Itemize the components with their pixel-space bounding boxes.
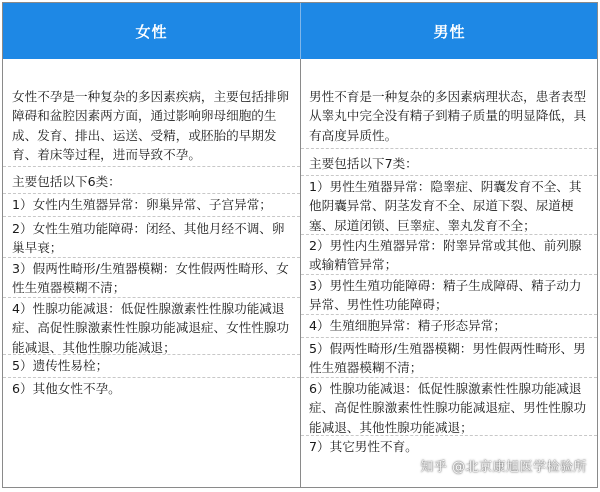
divider [301, 175, 597, 176]
divider [301, 377, 597, 378]
female-column [3, 59, 300, 487]
male-lead: 主要包括以下7类： [309, 156, 418, 171]
divider [301, 435, 597, 436]
female-lead: 主要包括以下6类： [12, 174, 121, 189]
female-intro: 女性不孕是一种复杂的多因素疾病，主要包括排卵障碍和盆腔因素两方面，通过影响卵母细胞的生成、发育、排出、运送、受精，或胚胎的早期发育、着床等过程，进而导致不孕。 [12, 89, 290, 163]
divider [3, 354, 300, 355]
female-item-3: 3）假两性畸形/生殖器模糊：女性假两性畸形、女性生殖器模糊不清； [12, 261, 289, 296]
divider [3, 216, 300, 217]
male-intro: 男性不育是一种复杂的多因素病理状态，患者表型从睾丸中完全没有精子到精子质量的明显降低，具有高度异质性。 [309, 89, 587, 143]
male-item-1: 1）男性生殖器异常：隐睾症、阴囊发育不全、其他阴囊异常、阴茎发育不全、尿道下裂、尿道梗塞、尿道闭锁、巨睾症、睾丸发育不全； [309, 179, 582, 233]
female-item-1: 1）女性内生殖器异常：卵巢异常、子宫异常； [12, 197, 272, 212]
comparison-table [2, 2, 598, 488]
header-male: 男性 [300, 3, 598, 59]
divider [3, 257, 300, 258]
male-item-2: 2）男性内生殖器异常：附睾异常或其他、前列腺或输精管异常； [309, 238, 582, 273]
male-item-5: 5）假两性畸形/生殖器模糊：男性假两性畸形、男性生殖器模糊不清； [309, 341, 586, 376]
female-item-4: 4）性腺功能减退：低促性腺激素性性腺功能减退症、高促性腺激素性性腺功能减退症、女性性腺功能减退、其他性腺功能减退； [12, 301, 290, 355]
male-column [300, 59, 597, 487]
female-item-6: 6）其他女性不孕。 [12, 381, 121, 396]
divider [301, 314, 597, 315]
divider [301, 274, 597, 275]
table-header [3, 3, 597, 59]
divider [301, 234, 597, 235]
divider [3, 297, 300, 298]
divider [3, 193, 300, 194]
divider [301, 337, 597, 338]
divider [3, 166, 300, 167]
male-item-3: 3）男性生殖功能障碍：精子生成障碍、精子动力异常、男性性功能障碍； [309, 278, 582, 313]
header-female: 女性 [135, 22, 168, 41]
divider [301, 148, 597, 149]
male-item-4: 4）生殖细胞异常：精子形态异常； [309, 318, 506, 333]
divider [3, 377, 300, 378]
male-item-6: 6）性腺功能减退：低促性腺激素性性腺功能减退症、高促性腺激素性性腺功能减退症、男性性腺功能减退、其他性腺功能减退； [309, 381, 587, 435]
watermark: 知乎 @北京康旭医学检验所 [420, 460, 587, 475]
male-item-7: 7）其它男性不育。 [309, 439, 418, 454]
female-item-2: 2）女性生殖功能障碍：闭经、其他月经不调、卵巢早衰； [12, 221, 285, 256]
female-item-5: 5）遗传性易栓； [12, 358, 109, 373]
